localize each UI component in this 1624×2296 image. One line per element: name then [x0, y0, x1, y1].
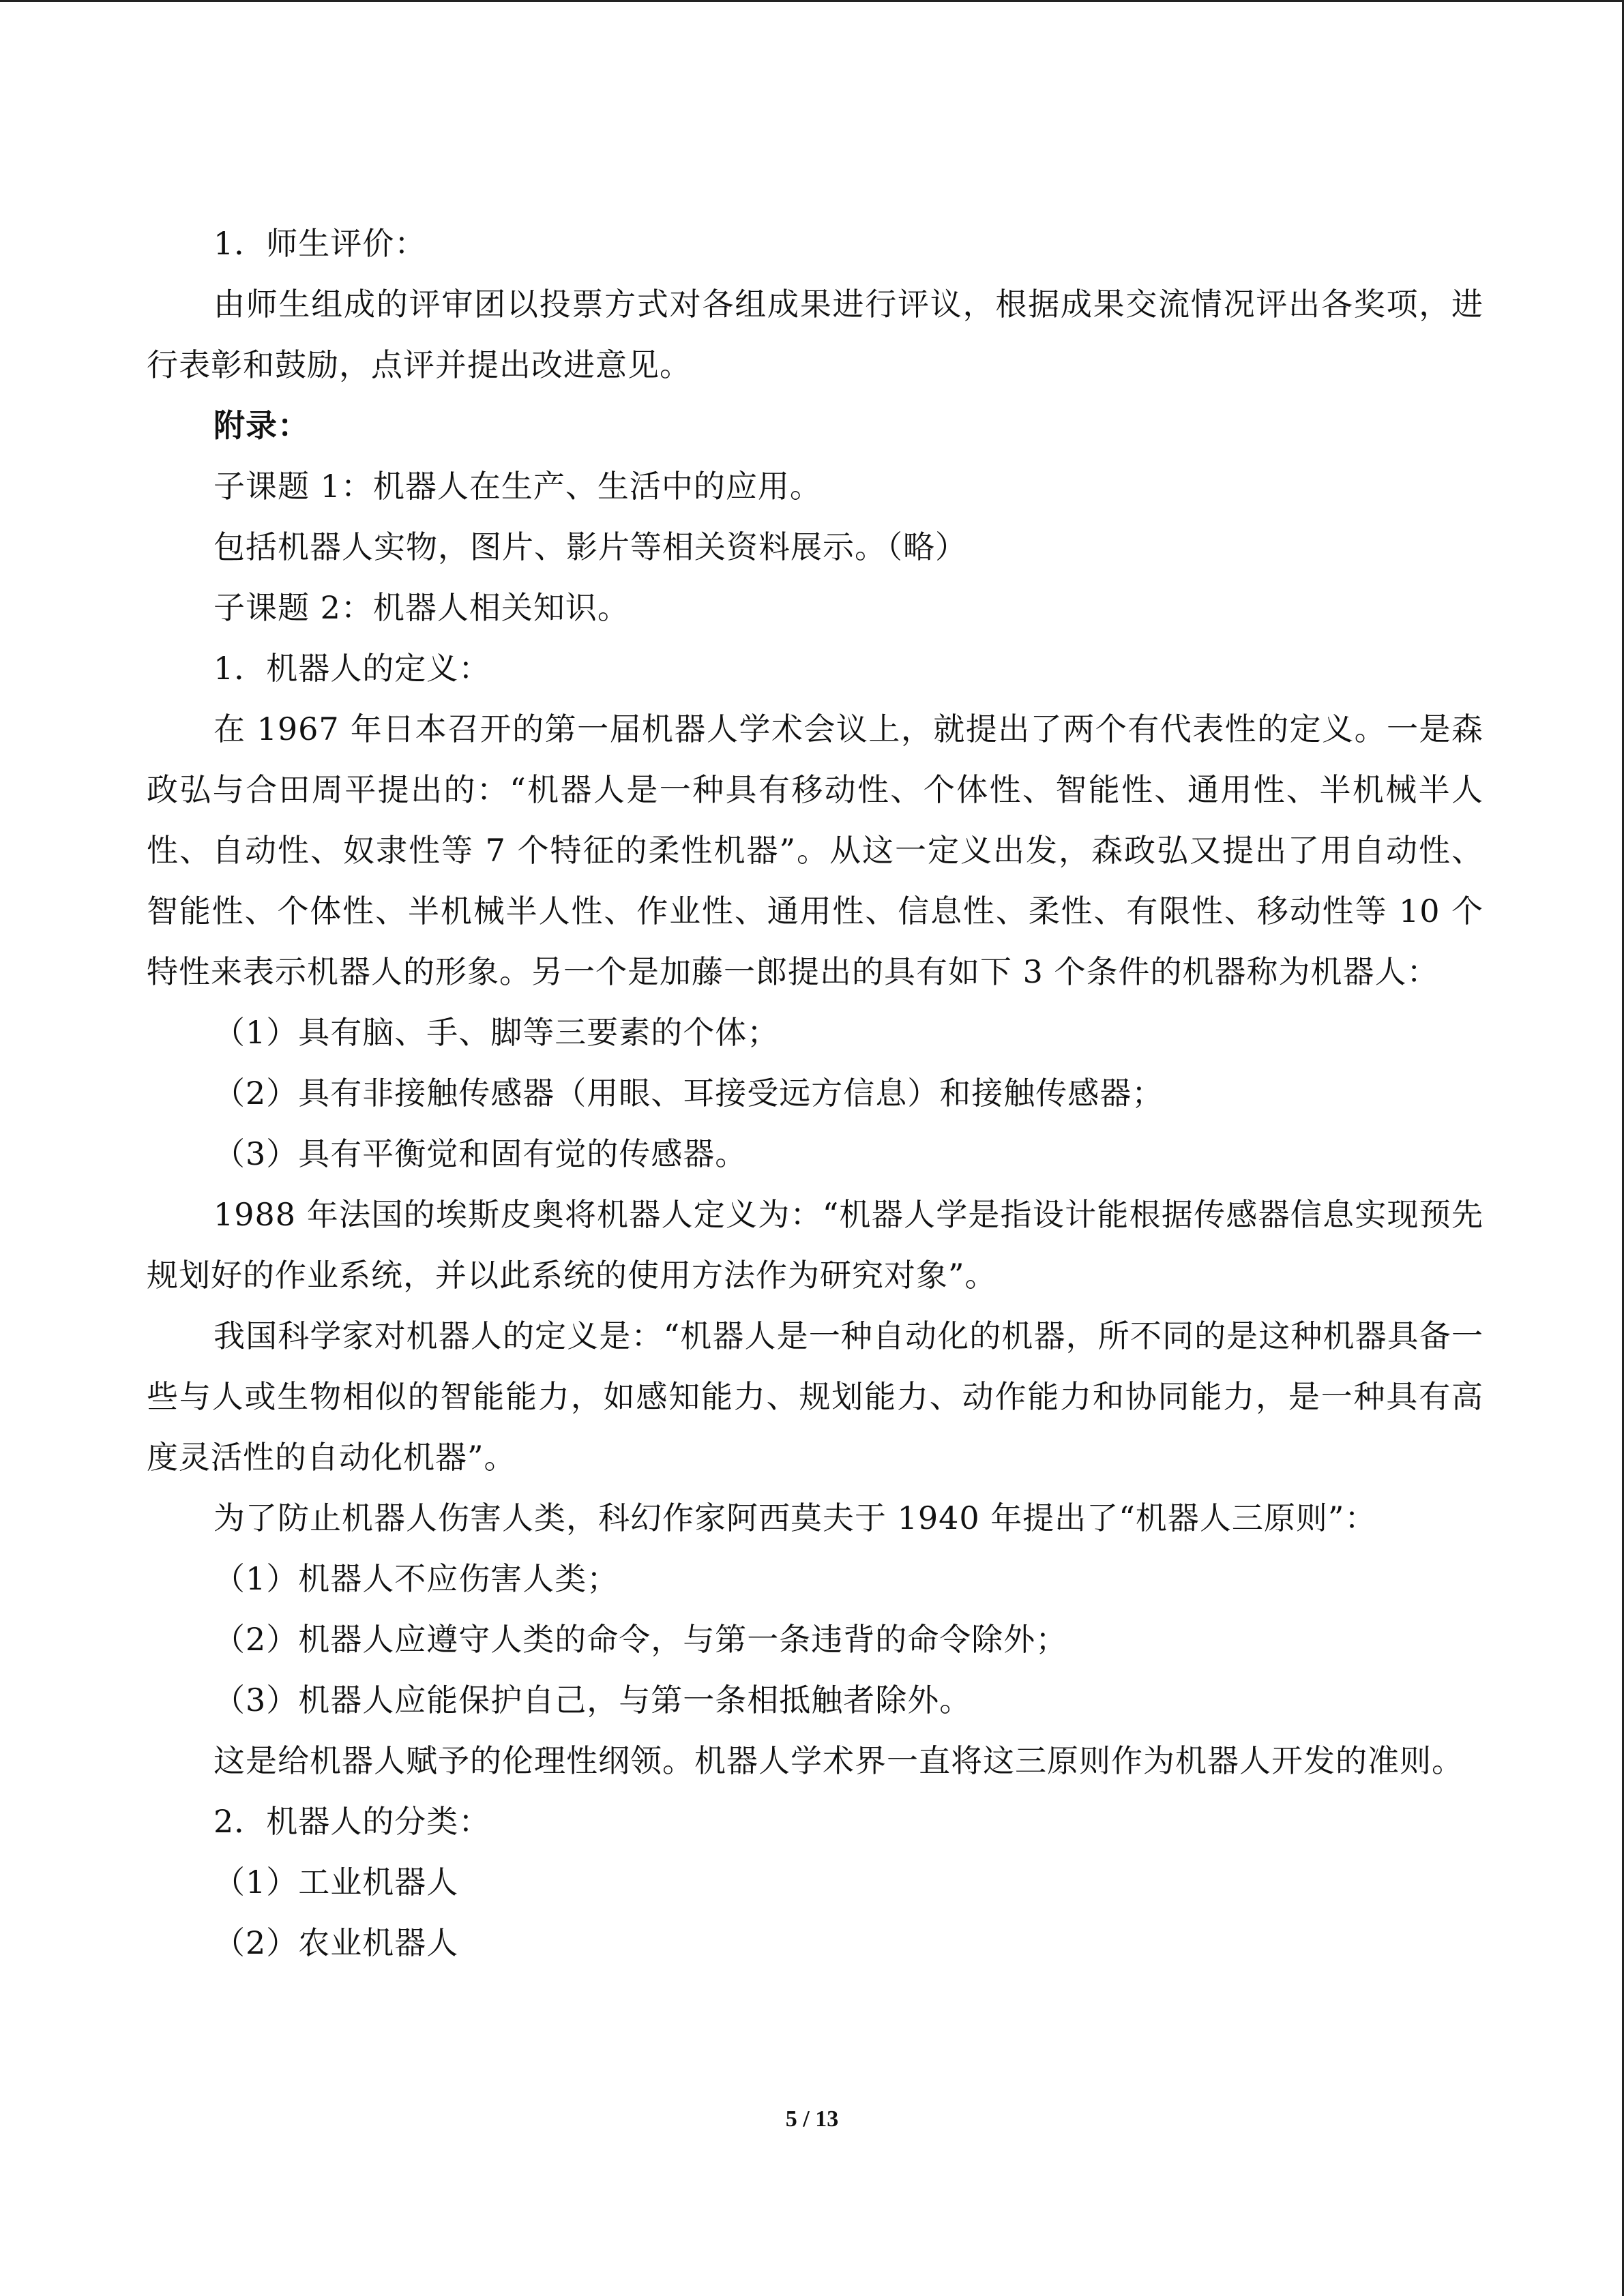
paragraph-evaluation-description: 由师生组成的评审团以投票方式对各组成果进行评议，根据成果交流情况评出各奖项，进行表彰和鼓励，点评并提出改进意见。: [147, 286, 1483, 383]
paragraph-ethics: 这是给机器人赋予的伦理性纲领。机器人学术界一直将这三原则作为机器人开发的准则。: [213, 1742, 1464, 1779]
section-heading-teacher-student-evaluation: 1．师生评价：: [213, 225, 427, 262]
paragraph-1967-definition: 在 1967 年日本召开的第一届机器人学术会议上，就提出了两个有代表性的定义。一是森政弘与合田周平提出的：“机器人是一种具有移动性、个体性、智能性、通用性、半机械半人性、自动性、奴隶性等 7 个特征的柔性机器”。从这一定义出发，森政弘又提出了用自动性、智能性、个体性、半机械半人性、作业性、通用性、信息性、柔性、有限性、移动性等 10 个特性来表示机器人的形象。另一个是加藤一郎提出的具有如下 3 个条件的机器称为机器人：: [147, 711, 1483, 990]
subtopic-1-title: 子课题 1：机器人在生产、生活中的应用。: [213, 468, 822, 505]
paragraph-three-laws-intro: 为了防止机器人伤害人类，科幻作家阿西莫夫于 1940 年提出了“机器人三原则”：: [213, 1500, 1377, 1536]
subtopic-2-title: 子课题 2：机器人相关知识。: [213, 589, 630, 626]
subtopic-1-description: 包括机器人实物，图片、影片等相关资料展示。（略）: [213, 528, 967, 565]
page-number: 5 / 13: [785, 2106, 839, 2132]
condition-item-3: （3）具有平衡觉和固有觉的传感器。: [213, 1135, 748, 1172]
condition-item-1: （1）具有脑、手、脚等三要素的个体；: [213, 1014, 780, 1051]
classification-item-2: （2）农业机器人: [213, 1924, 459, 1961]
document-body: [147, 213, 1483, 1973]
robot-classification-heading: 2．机器人的分类：: [213, 1803, 491, 1840]
law-item-3: （3）机器人应能保护自己，与第一条相抵触者除外。: [213, 1682, 972, 1718]
paragraph-china-definition: 我国科学家对机器人的定义是：“机器人是一种自动化的机器，所不同的是这种机器具备一些与人或生物相似的智能能力，如感知能力、规划能力、动作能力和协同能力，是一种具有高度灵活性的自动化机器”。: [147, 1317, 1483, 1476]
robot-definition-heading: 1．机器人的定义：: [213, 650, 491, 687]
law-item-2: （2）机器人应遵守人类的命令，与第一条违背的命令除外；: [213, 1621, 1068, 1658]
paragraph-1988-definition: 1988 年法国的埃斯皮奥将机器人定义为：“机器人学是指设计能根据传感器信息实现预先规划好的作业系统，并以此系统的使用方法作为研究对象”。: [147, 1196, 1483, 1294]
law-item-1: （1）机器人不应伤害人类；: [213, 1560, 619, 1597]
classification-item-1: （1）工业机器人: [213, 1864, 459, 1900]
appendix-heading: 附录：: [213, 407, 310, 444]
condition-item-2: （2）具有非接触传感器（用眼、耳接受远方信息）和接触传感器；: [213, 1075, 1164, 1112]
